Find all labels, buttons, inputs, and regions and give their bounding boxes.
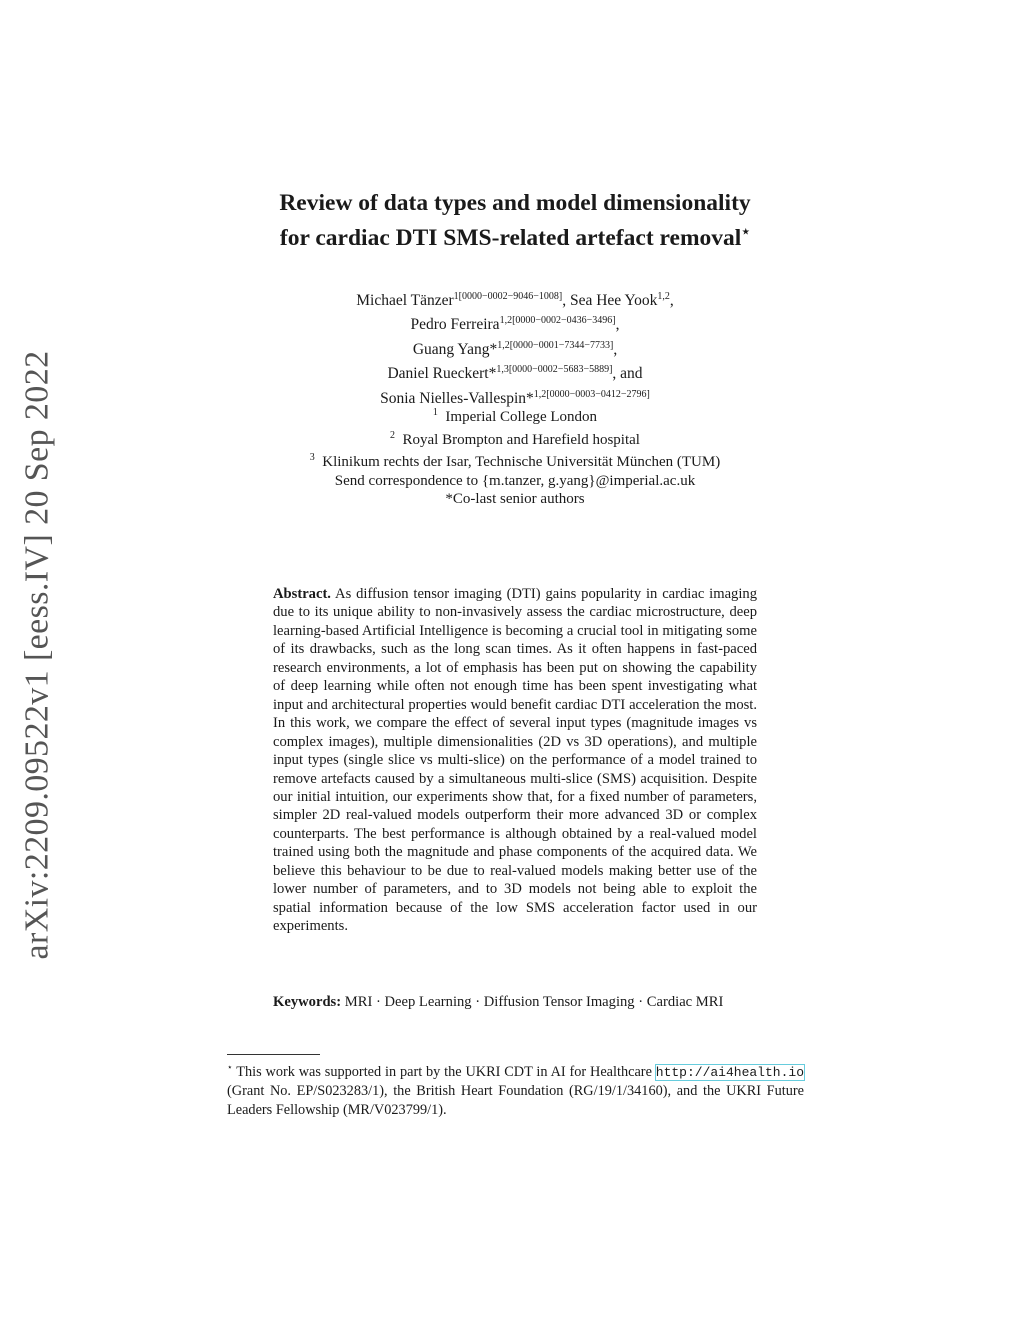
- author-name: Daniel Rueckert*: [387, 365, 497, 383]
- affiliation-line: [200, 427, 830, 450]
- author-superscript: 1,3[0000−0002−5683−5889]: [496, 364, 613, 376]
- author-superscript: 1[0000−0002−9046−1008]: [453, 291, 563, 302]
- title-line-1: Review of data types and model dimensionality: [279, 190, 751, 216]
- footnote-mark: ⋆: [227, 1062, 233, 1072]
- affiliation-text: Klinikum rechts der Isar, Technische Universität München (TUM): [322, 454, 721, 470]
- footnote-text: This work was supported in part by the UKRI CDT in AI for Healthcare: [236, 1063, 652, 1080]
- title-line-2: for cardiac DTI SMS-related artefact removal: [279, 224, 742, 251]
- author-separator: , and: [612, 365, 643, 383]
- abstract-text: As diffusion tensor imaging (DTI) gains popularity in cardiac imaging due to its unique ability to non-invasively assess the cardiac microstructure, deep learning-based Artificial Intelligence is becoming a crucial tool in mitigating some of its drawbacks, such as the long scan times. As it often happens in fast-paced research environments, a lot of emphasis has been put on showing the capability of deep learning while often not enough time has been spent investigating what input and architectural properties would benefit cardiac DTI acceleration the most. In this work, we compare the effect of several input types (magnitude images vs complex images), multiple dimensionalities (2D vs 3D operations), and multiple input types (single slice vs multi-slice) on the performance of a model trained to remove artefacts caused by a simultaneous multi-slice (SMS) acquisition. Despite our initial intuition, our experiments show that, for a fixed number of parameters, simpler 2D real-valued models outperform their more advanced 3D or complex counterparts. The best performance is although obtained by a real-valued model trained using both the magnitude and phase components of the acquired data. We believe this behaviour to be due to real-valued models making better use of the lower number of parameters, and to 3D models not being able to exploit the spatial information because of the low SMS acceleration factor used in our experiments.: [273, 586, 758, 935]
- arxiv-identifier: arXiv:2209.09522v1 [eess.IV] 20 Sep 2022: [19, 350, 56, 960]
- author-name: Sea Hee Yook: [569, 292, 658, 310]
- affiliation-text: Imperial College London: [445, 409, 598, 425]
- author-separator: ,: [615, 316, 620, 334]
- affiliations: [200, 404, 830, 509]
- affiliation-line: [200, 449, 830, 472]
- correspondence-line: Send correspondence to {m.tanzer, g.yang}@imperial.ac.uk: [334, 472, 696, 489]
- title-footnote-mark: ⋆: [741, 225, 751, 240]
- author-name: Michael Tänzer: [356, 292, 454, 310]
- author-separator: ,: [562, 292, 570, 310]
- funding-link[interactable]: http://ai4health.io: [655, 1064, 804, 1080]
- footnote-text-continued: (Grant No. EP/S023283/1), the British Heart Foundation (RG/19/1/34160), and the UKRI Future Leaders Fellowship (MR/V023799/1).: [227, 1083, 804, 1118]
- affiliation-line: [200, 404, 830, 427]
- author-name: Sonia Nielles-Vallespin*: [380, 389, 534, 407]
- author-superscript: 1,2: [657, 291, 670, 302]
- footnote-rule: [227, 1054, 320, 1055]
- author-list: [200, 287, 830, 409]
- abstract-label: Abstract.: [273, 586, 331, 602]
- author-superscript: 1,2[0000−0003−0412−2796]: [533, 388, 650, 400]
- affiliation-number: 3: [309, 452, 315, 463]
- author-separator: ,: [613, 341, 618, 359]
- author-superscript: 1,2[0000−0001−7344−7733]: [497, 339, 614, 351]
- keywords-text: MRI · Deep Learning · Diffusion Tensor Imaging · Cardiac MRI: [344, 994, 724, 1010]
- arxiv-identifier-sidebar: [10, 350, 66, 960]
- affiliation-number: 2: [390, 429, 396, 441]
- keywords-label: Keywords:: [273, 994, 342, 1010]
- footnote: [227, 1058, 804, 1119]
- affiliation-text: Royal Brompton and Harefield hospital: [402, 431, 640, 448]
- author-superscript: 1,2[0000−0002−0436−3496]: [499, 315, 616, 327]
- author-separator: ,: [669, 292, 674, 310]
- paper-title: [160, 188, 870, 253]
- author-name: Guang Yang*: [412, 341, 498, 359]
- affiliation-number: 1: [432, 407, 438, 418]
- author-name: Pedro Ferreira: [410, 316, 500, 334]
- co-last-authors-note: *Co-last senior authors: [445, 491, 585, 507]
- keywords: [273, 993, 757, 1011]
- abstract: [273, 585, 757, 936]
